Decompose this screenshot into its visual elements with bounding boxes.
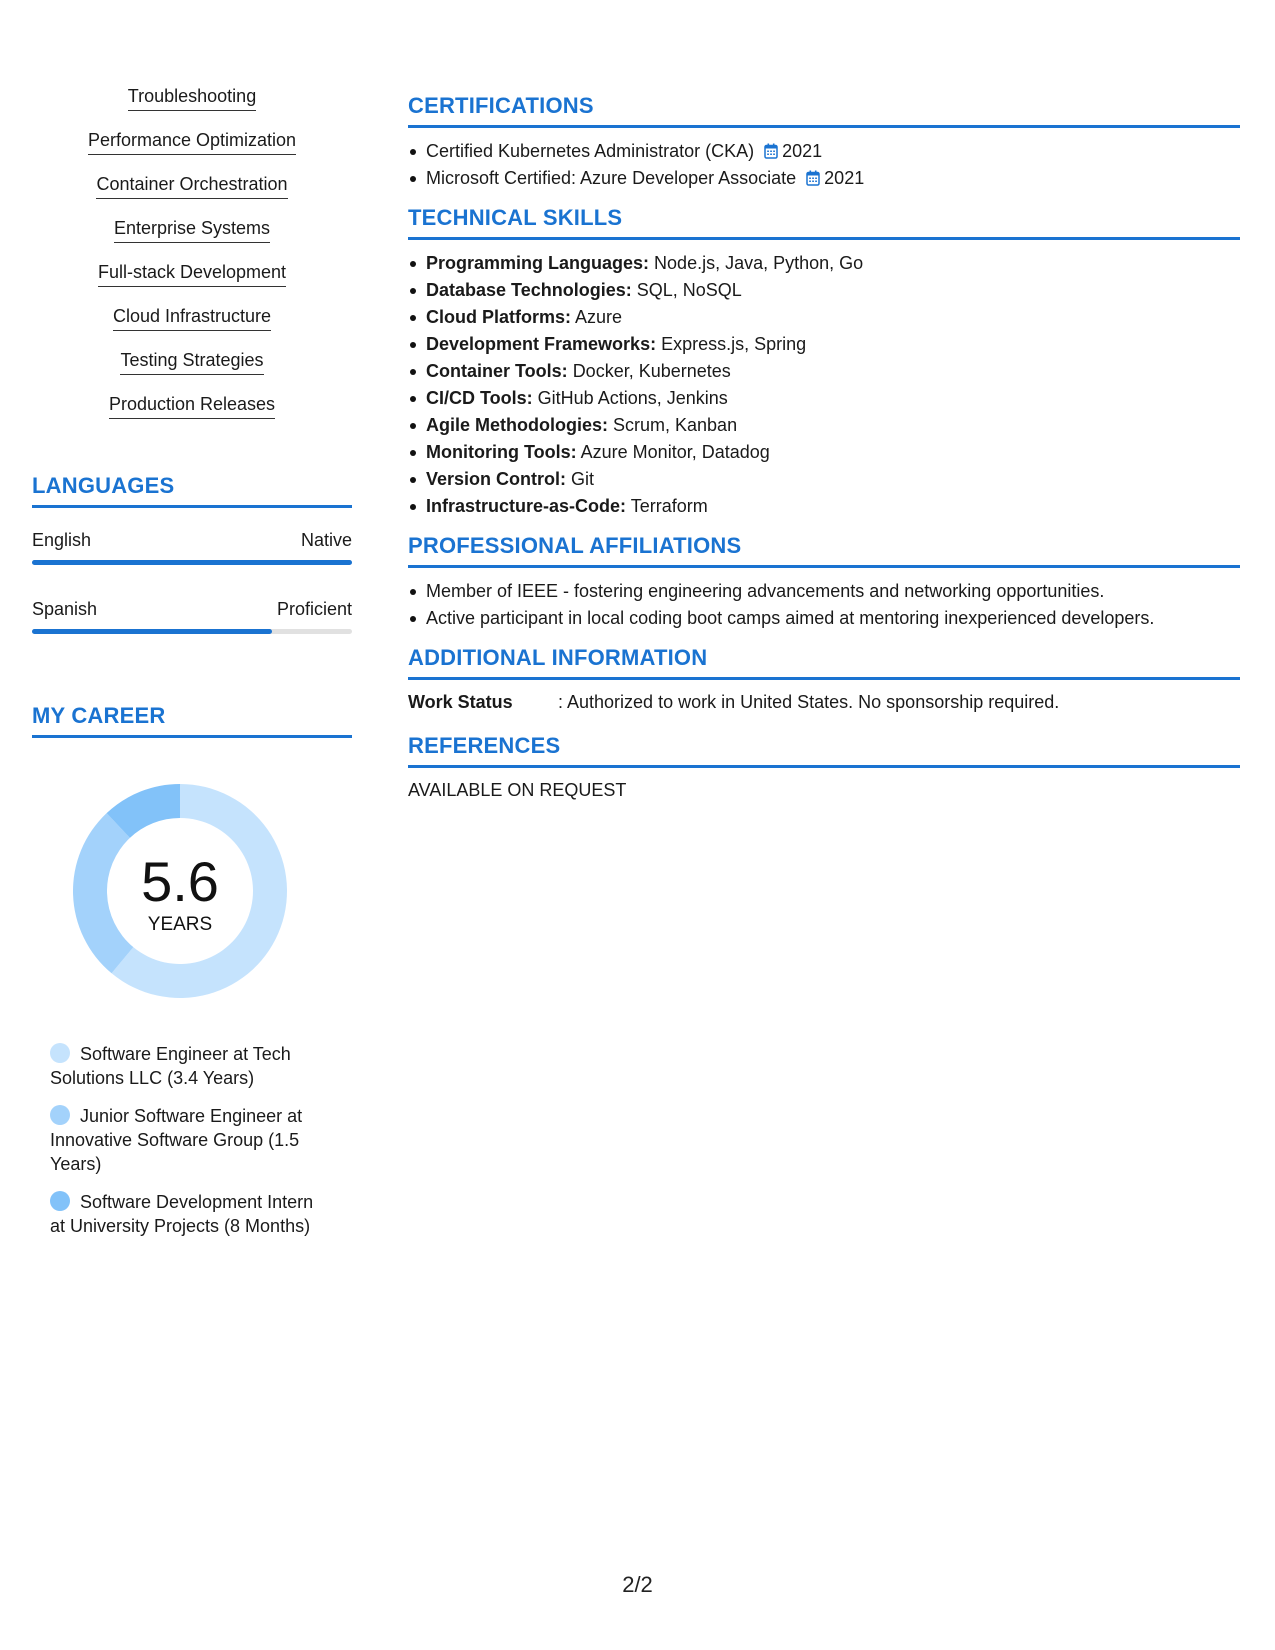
technical-skill-label: Version Control: xyxy=(426,469,567,489)
career-legend xyxy=(50,1042,325,1238)
skill-row xyxy=(32,260,352,304)
career-legend-item xyxy=(50,1042,325,1090)
technical-skill-value: Node.js, Java, Python, Go xyxy=(654,253,864,273)
work-status-value: : Authorized to work in United States. No sponsorship required. xyxy=(558,692,1060,712)
career-legend-label: Software Development Intern at University Projects (8 Months) xyxy=(50,1192,314,1236)
work-status-label: Work Status xyxy=(408,692,513,712)
technical-skill-label: Agile Methodologies: xyxy=(426,415,608,435)
calendar-icon xyxy=(806,167,820,183)
technical-skill-value: Express.js, Spring xyxy=(661,334,807,354)
certification-item xyxy=(426,165,1240,192)
language-bar-fill xyxy=(32,560,352,565)
skill-row xyxy=(32,84,352,128)
technical-skill-value: Azure xyxy=(575,307,623,327)
technical-skill-value: Docker, Kubernetes xyxy=(572,361,731,381)
language-level: Native xyxy=(300,530,352,550)
left-column xyxy=(32,84,352,1252)
career-section xyxy=(32,702,352,1238)
work-status-row xyxy=(408,690,1240,714)
technical-skill-item xyxy=(426,493,1240,520)
skill-tag: Full-stack Development xyxy=(98,260,286,287)
affiliations-list xyxy=(408,578,1240,632)
technical-skill-item xyxy=(426,331,1240,358)
skill-row xyxy=(32,216,352,260)
skill-row xyxy=(32,348,352,392)
certifications-list xyxy=(408,138,1240,192)
language-item xyxy=(32,597,352,634)
language-name: Spanish xyxy=(32,599,98,619)
technical-skill-label: Monitoring Tools: xyxy=(426,442,577,462)
legend-dot-icon xyxy=(50,1105,70,1125)
technical-skill-value: GitHub Actions, Jenkins xyxy=(537,388,728,408)
language-bar xyxy=(32,629,352,634)
technical-skill-value: Scrum, Kanban xyxy=(613,415,738,435)
skill-row xyxy=(32,128,352,172)
career-legend-item xyxy=(50,1190,325,1238)
references-section xyxy=(408,732,1240,802)
certification-item xyxy=(426,138,1240,165)
legend-dot-icon xyxy=(50,1191,70,1211)
technical-skill-label: Development Frameworks: xyxy=(426,334,657,354)
technical-skill-label: Infrastructure-as-Code: xyxy=(426,496,627,516)
career-donut-chart xyxy=(65,776,295,1006)
language-name: English xyxy=(32,530,92,550)
section-title-career: MY CAREER xyxy=(32,702,352,738)
technical-skills-list xyxy=(408,250,1240,520)
technical-skill-value: SQL, NoSQL xyxy=(636,280,742,300)
technical-skill-item xyxy=(426,439,1240,466)
language-bar xyxy=(32,560,352,565)
technical-skill-label: Database Technologies: xyxy=(426,280,632,300)
certification-name: Microsoft Certified: Azure Developer Associate xyxy=(426,168,797,188)
career-total-years: 5.6 xyxy=(141,850,219,913)
additional-info-section xyxy=(408,644,1240,714)
affiliation-item: Member of IEEE - fostering engineering advancements and networking opportunities. xyxy=(426,578,1240,605)
section-title-references: REFERENCES xyxy=(408,732,1240,768)
certification-name: Certified Kubernetes Administrator (CKA) xyxy=(426,141,755,161)
section-title-certifications: CERTIFICATIONS xyxy=(408,92,1240,128)
references-text: AVAILABLE ON REQUEST xyxy=(408,780,627,800)
technical-skill-item xyxy=(426,466,1240,493)
skill-tag: Container Orchestration xyxy=(96,172,287,199)
skill-tag: Performance Optimization xyxy=(88,128,296,155)
skill-tag: Cloud Infrastructure xyxy=(113,304,271,331)
page-number: 2/2 xyxy=(622,1572,653,1597)
career-legend-item xyxy=(50,1104,325,1176)
career-total-unit: YEARS xyxy=(147,914,213,935)
technical-skill-value: Git xyxy=(571,469,595,489)
technical-skill-item xyxy=(426,304,1240,331)
section-title-languages: LANGUAGES xyxy=(32,472,352,508)
technical-skill-item xyxy=(426,250,1240,277)
skill-tag: Testing Strategies xyxy=(120,348,263,375)
section-title-affiliations: PROFESSIONAL AFFILIATIONS xyxy=(408,532,1240,568)
language-row xyxy=(32,528,352,552)
language-row xyxy=(32,597,352,621)
certification-year: 2021 xyxy=(824,168,865,188)
technical-skill-label: CI/CD Tools: xyxy=(426,388,533,408)
technical-skill-label: Programming Languages: xyxy=(426,253,650,273)
section-title-technical-skills: TECHNICAL SKILLS xyxy=(408,204,1240,240)
donut-center xyxy=(65,776,295,1006)
technical-skills-section xyxy=(408,204,1240,520)
career-legend-label: Software Engineer at Tech Solutions LLC (3.4 Years) xyxy=(50,1044,291,1088)
affiliations-section xyxy=(408,532,1240,632)
section-title-additional-info: ADDITIONAL INFORMATION xyxy=(408,644,1240,680)
language-level: Proficient xyxy=(276,599,352,619)
affiliation-item: Active participant in local coding boot camps aimed at mentoring inexperienced developers. xyxy=(426,605,1240,632)
technical-skill-label: Container Tools: xyxy=(426,361,568,381)
calendar-icon xyxy=(764,140,778,156)
skill-tag: Enterprise Systems xyxy=(114,216,270,243)
technical-skill-label: Cloud Platforms: xyxy=(426,307,572,327)
technical-skill-item xyxy=(426,277,1240,304)
languages-section xyxy=(32,472,352,634)
skill-tag: Troubleshooting xyxy=(128,84,256,111)
legend-dot-icon xyxy=(50,1043,70,1063)
certification-year: 2021 xyxy=(782,141,823,161)
career-legend-label: Junior Software Engineer at Innovative Software Group (1.5 Years) xyxy=(50,1106,303,1174)
skill-row xyxy=(32,172,352,216)
technical-skill-value: Terraform xyxy=(630,496,708,516)
language-item xyxy=(32,528,352,565)
certifications-section xyxy=(408,92,1240,192)
language-bar-fill xyxy=(32,629,272,634)
skills-list xyxy=(32,84,352,436)
technical-skill-item xyxy=(426,358,1240,385)
technical-skill-value: Azure Monitor, Datadog xyxy=(580,442,770,462)
right-column xyxy=(408,92,1240,814)
technical-skill-item xyxy=(426,412,1240,439)
languages-list xyxy=(32,528,352,634)
skill-tag: Production Releases xyxy=(109,392,275,419)
skill-row xyxy=(32,304,352,348)
technical-skill-item xyxy=(426,385,1240,412)
skill-row xyxy=(32,392,352,436)
